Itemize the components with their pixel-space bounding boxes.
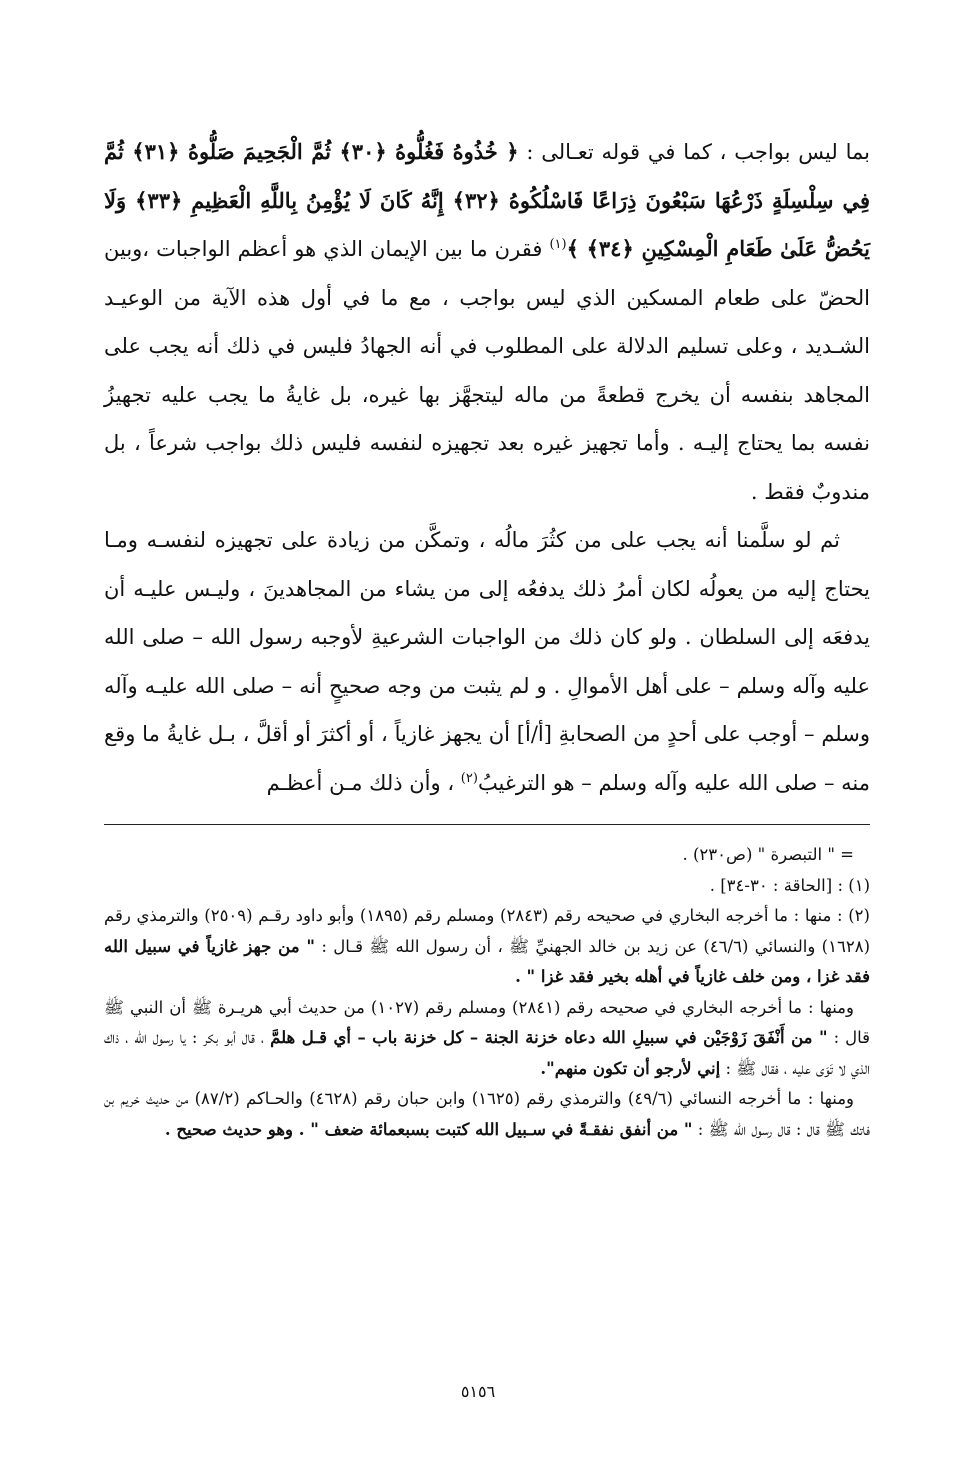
quran-verse: ﴿ خُذُوهُ فَغُلُّوهُ ﴿٣٠﴾ ثُمَّ الْجَحِيمَ صَلُّوهُ ﴿٣١﴾ ثُمَّ فِي سِلْسِلَةٍ ذَرْعُهَا سَبْعُونَ ذِرَاعًا فَاسْلُكُوهُ ﴿٣٢﴾ إِنَّهُ كَانَ لَا يُؤْمِنُ بِاللَّهِ الْعَظِيمِ ﴿٣٣﴾ وَلَا يَحُضُّ عَلَىٰ طَعَامِ الْمِسْكِينِ ﴿٣٤﴾ ﴾ [104,139,870,261]
paragraph-2-tail: ، وأن ذلك مـن أعظـم [266,770,455,795]
hadith-quote-2: " من أَنْفَقَ زَوْجَيْن في سبيلِ الله دعاه خزنة الجنة – كل خزنة باب – أي قـل هلمَّ [270,1028,828,1047]
footnote-ref-1: (١) [549,237,567,252]
footnote-separator [104,824,870,825]
hadith-quote-1: " من جهز غازياً في سبيل الله فقد غزا ، ومن خلف غازياً في أهله بخير فقد غزا " . [104,936,870,986]
footnote-2-second-narration [104,993,870,1085]
main-text [104,128,870,807]
paragraph-1 [104,128,870,516]
footnote-2b-mid: ، قال أبو بكر : يا رسول الله ، ذاك الذي لا تَوَى عليه ، فقال ﷺ : [104,1028,870,1078]
paragraph-2 [104,516,870,807]
footnotes [104,840,870,1145]
paragraph-1-rest: فقرن ما بين الإيمان الذي هو أعظم الواجبات ،وبين الحضّ على طعام المسكين الذي ليس بواجب ، مع ما في أول هذه الآية من الوعيـد الشـديد ، وعلى تسليم الدلالة على المطلوب في أنه الجهادُ فليس في ذلك أنه يجب على المجاهد بنفسه أن يخرج قطعةً من ماله ليتجهَّز بها غيره، بل غايةُ ما يجب عليه تجهيزُ نفسه بما يحتاج إليـه . وأما تجهيز غيره بعد تجهيزه لنفسه فليس ذلك بواجب شرعاً ، بل مندوبٌ فقط . [104,237,870,504]
footnote-2 [104,901,870,993]
page-number: ٥١٥٦ [460,1382,496,1401]
hadith-quote-3: إني لأرجو أن تكون منهم". [540,1058,721,1078]
paragraph-2-text: ثم لو سلَّمنا أنه يجب على من كثُرَ مالُه ، وتمكَّن من زيادة على تجهيزه لنفسـه ومـا يحتاج إليه من يعولُه لكان أمرُ ذلك يدفعُه إلى من يشاء من المجاهدينَ ، وليـس عليـه أن يدفعَه إلى السلطان . ولو كان ذلك من الواجبات الشرعيةِ لأوجبه رسول الله – صلى الله عليه وآله وسلم – على أهل الأموالِ . و لم يثبت من وجه صحيحٍ أنه – صلى الله عليـه وآله وسلم – أوجب على أحدٍ من الصحابةِ [أ/أ] أن يجهز غازياً ، أو أكثرَ أو أقلَّ ، بـل غايةُ ما وقع منه – صلى الله عليه وآله وسلم – هو الترغيبُ [104,528,870,795]
footnote-2b-text: ومنها : ما أخرجه البخاري في صحيحه رقم (٢٨٤١) ومسلم رقم (١٠٢٧) من حديث أبي هريـرة ﷺ أن النبي ﷺ قال : [104,997,871,1047]
footnote-2-text: (٢) : منها : ما أخرجه البخاري في صحيحه رقم (٢٨٤٣) ومسلم رقم (١٨٩٥) وأبو داود رقـم (٢٥٠٩) والترمذي رقم (١٦٢٨) والنسائي (٤٦/٦) عن زيد بن خالد الجهنيِّ ﷺ ، أن رسول الله ﷺ قـال : [104,906,871,956]
hadith-quote-4: " من أنفق نفقـةً في سـبيل الله كتبت بسبعمائة ضعف " . وهو حديث صحيح . [164,1119,693,1139]
footnote-ref-2: (٢) [460,770,478,786]
footnote-1: (١) : [الحاقة : ٣٠-٣٤] . [709,875,870,895]
footnote-2c-text: ومنها : ما أخرجه النسائي (٤٩/٦) والترمذي رقم (١٦٢٥) وابن حبان رقم (٤٦٢٨) والحـاكم (٨٧/٢) من حديث خريم بن فاتك ﷺ قال : قال رسول الله ﷺ : [104,1089,870,1139]
paragraph-1-lead: بما ليس بواجب ، كما في قوله تعـالى : [526,140,870,164]
footnote-2-third-narration [104,1084,870,1145]
footnote-carryover: = " التبصرة " (ص٢٣٠) . [682,845,854,864]
